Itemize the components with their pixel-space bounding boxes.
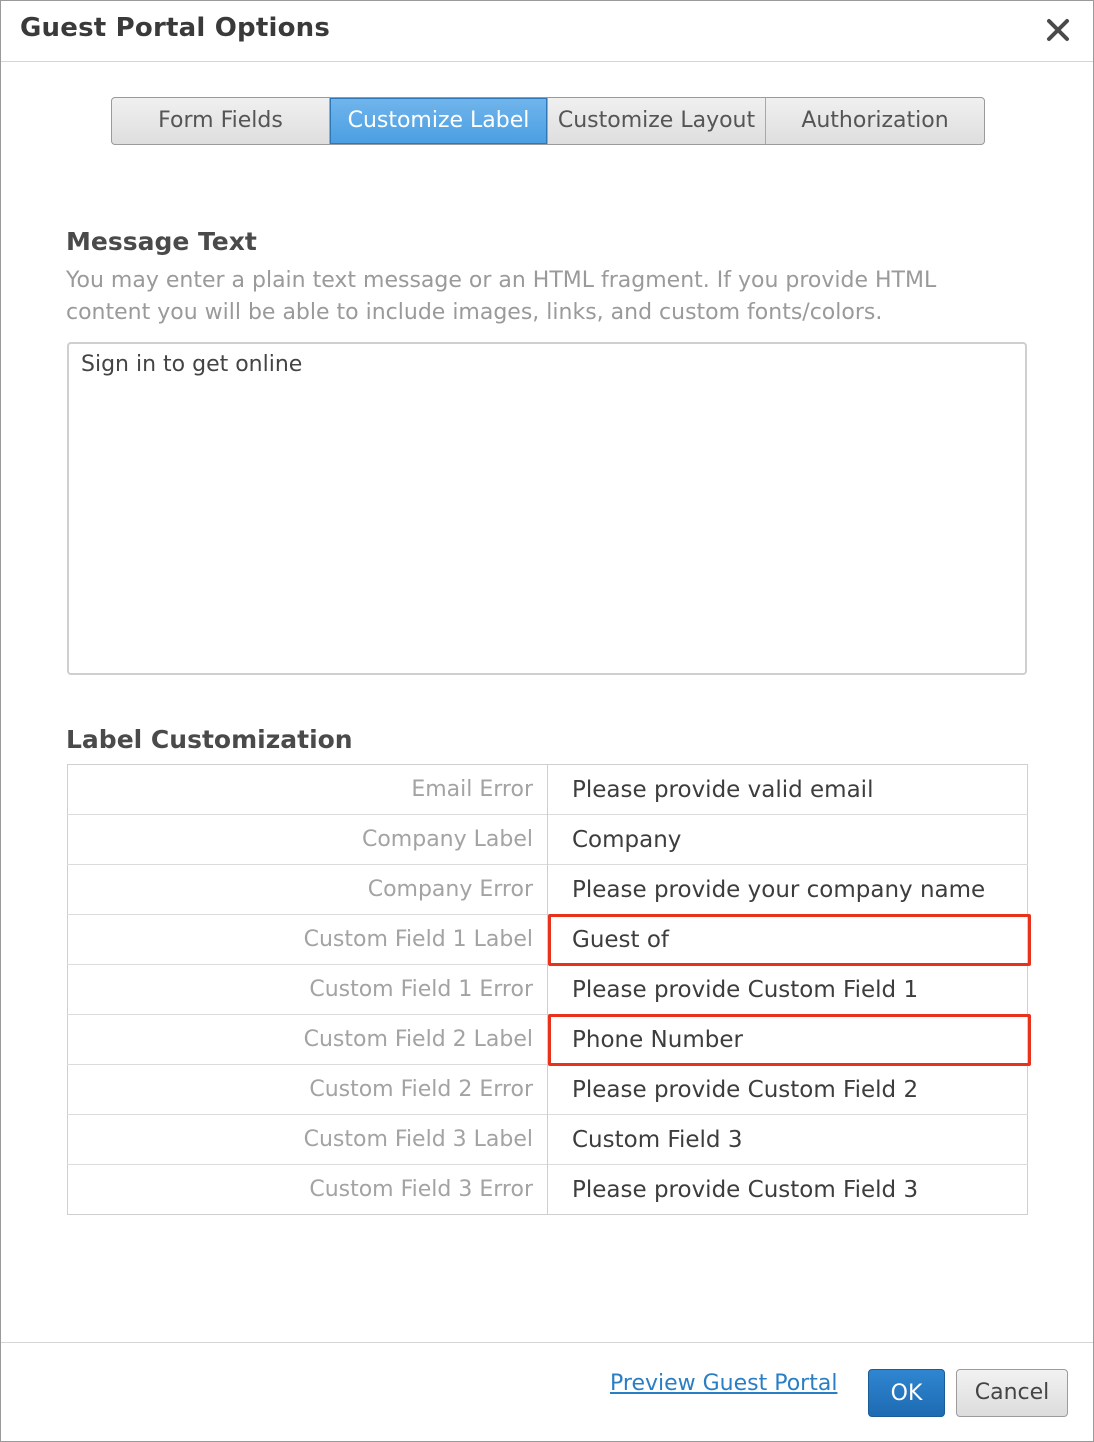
row-value-field[interactable] [548, 965, 1028, 1015]
tab-customize-layout[interactable]: Customize Layout [548, 98, 766, 144]
row-value-text: Please provide Custom Field 3 [572, 1176, 919, 1203]
dialog-title: Guest Portal Options [20, 13, 331, 43]
row-value-field[interactable] [548, 765, 1028, 815]
row-value-text: Phone Number [572, 1026, 743, 1053]
row-value-text: Please provide valid email [572, 776, 874, 803]
table-row [68, 1065, 1028, 1115]
row-value-field[interactable] [548, 915, 1028, 965]
tab-customize-label[interactable]: Customize Label [330, 98, 548, 144]
table-row [68, 865, 1028, 915]
row-label: Email Error [68, 765, 548, 815]
row-label: Custom Field 3 Label [68, 1115, 548, 1165]
tab-bar [111, 97, 985, 145]
row-label: Custom Field 1 Label [68, 915, 548, 965]
table-row [68, 1015, 1028, 1065]
row-value-text: Please provide your company name [572, 876, 986, 903]
row-label: Custom Field 2 Error [68, 1065, 548, 1115]
table-row [68, 965, 1028, 1015]
row-label: Company Label [68, 815, 548, 865]
row-value-field[interactable] [548, 1065, 1028, 1115]
message-help-text: You may enter a plain text message or an HTML fragment. If you provide HTML content you will be able to include images, links, and custom fonts/colors. [66, 268, 937, 325]
tab-authorization[interactable]: Authorization [801, 108, 949, 133]
row-label: Custom Field 3 Error [68, 1165, 548, 1215]
row-value-field[interactable] [548, 1015, 1028, 1065]
dialog-titlebar [1, 1, 1093, 62]
cancel-button[interactable]: Cancel [956, 1369, 1068, 1417]
table-row [68, 765, 1028, 815]
table-row [68, 1115, 1028, 1165]
row-value-field[interactable] [548, 1165, 1028, 1215]
dialog-footer [1, 1342, 1093, 1442]
label-customization-table [67, 764, 1028, 1215]
ok-button[interactable]: OK [868, 1369, 945, 1417]
row-value-field[interactable] [548, 865, 1028, 915]
row-value-field[interactable] [548, 815, 1028, 865]
close-icon[interactable] [1041, 13, 1075, 47]
row-value-text: Custom Field 3 [572, 1126, 743, 1153]
tab-form-fields[interactable]: Form Fields [112, 98, 330, 144]
table-row [68, 915, 1028, 965]
row-value-text: Please provide Custom Field 2 [572, 1076, 919, 1103]
row-label: Custom Field 1 Error [68, 965, 548, 1015]
label-customization-heading: Label Customization [66, 725, 353, 754]
message-textarea[interactable] [67, 342, 1027, 675]
row-value-field[interactable] [548, 1115, 1028, 1165]
row-value-text: Company [572, 826, 682, 853]
row-label: Company Error [68, 865, 548, 915]
row-label: Custom Field 2 Label [68, 1015, 548, 1065]
row-value-text: Please provide Custom Field 1 [572, 976, 919, 1003]
message-text-heading: Message Text [66, 227, 257, 256]
preview-guest-portal-link[interactable]: Preview Guest Portal [610, 1371, 838, 1396]
row-value-text: Guest of [572, 926, 670, 953]
table-row [68, 815, 1028, 865]
table-row [68, 1165, 1028, 1215]
